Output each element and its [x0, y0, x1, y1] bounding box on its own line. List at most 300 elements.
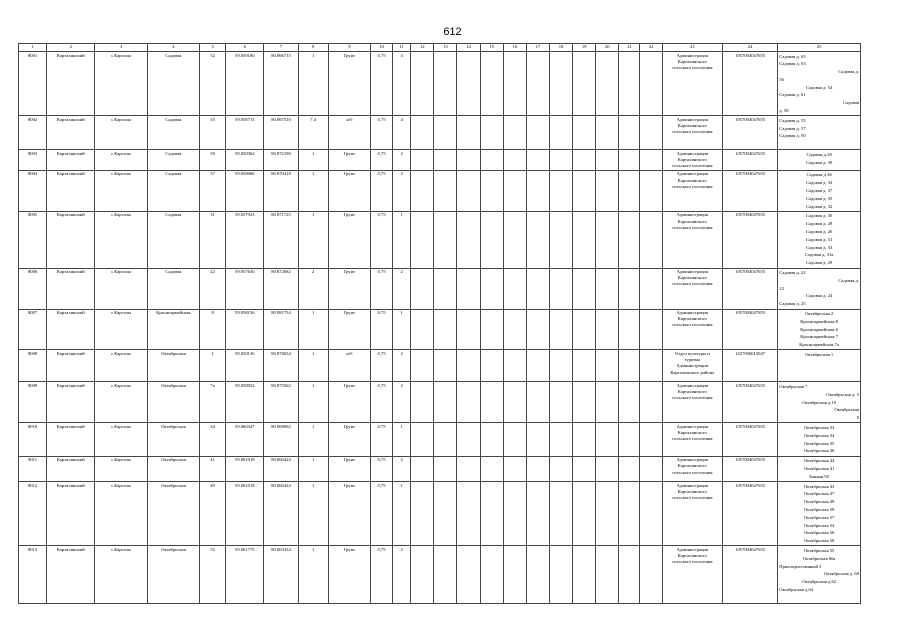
- table-cell: 1: [298, 150, 328, 171]
- address-line: Октябрьская 49: [803, 499, 835, 505]
- table-row: [19, 52, 861, 116]
- table-cell: 1: [393, 309, 411, 350]
- table-cell: 0,75: [371, 456, 393, 481]
- ogrn-cell: 1057004047655: [722, 211, 777, 268]
- ogrn-cell: 1057004047655: [722, 482, 777, 546]
- table-cell: 7а: [200, 382, 226, 423]
- address-line: Октябрьская 33: [803, 424, 835, 430]
- empty-cell: [640, 268, 662, 309]
- table-cell: 8012: [19, 482, 47, 546]
- owner-line: Карталинского: [677, 123, 707, 129]
- addresses-cell: [778, 350, 861, 382]
- empty-cell: [526, 150, 549, 171]
- empty-cell: [411, 211, 434, 268]
- empty-cell: [549, 423, 572, 456]
- table-cell: 2: [393, 268, 411, 309]
- column-header: 2: [47, 44, 95, 52]
- column-header: 24: [722, 44, 777, 52]
- owner-line: Карталинского: [677, 275, 707, 281]
- table-cell: 39: [200, 150, 226, 171]
- column-header: 11: [393, 44, 411, 52]
- empty-cell: [619, 382, 640, 423]
- table-cell: Карталинский: [47, 211, 95, 268]
- empty-cell: [411, 350, 434, 382]
- empty-cell: [640, 423, 662, 456]
- empty-cell: [480, 170, 503, 211]
- owner-line: Администрация: [676, 423, 708, 429]
- owner-line: сельского поселения: [672, 469, 713, 475]
- address-line: Садовая д. 55: [779, 117, 806, 123]
- table-cell: 80.870418: [264, 170, 298, 211]
- address-line: Садовая д. 33: [805, 244, 833, 250]
- table-cell: Карталинский: [47, 382, 95, 423]
- empty-cell: [503, 116, 526, 150]
- address-line: Октябрьская: [834, 407, 859, 413]
- owner-line: сельского поселения: [672, 559, 713, 565]
- empty-cell: [480, 52, 503, 116]
- table-cell: 0,75: [371, 546, 393, 604]
- empty-cell: [640, 170, 662, 211]
- empty-cell: [640, 52, 662, 116]
- empty-cell: [457, 350, 480, 382]
- table-cell: 1: [298, 170, 328, 211]
- empty-cell: [573, 170, 596, 211]
- owner-line: сельского поселения: [672, 281, 713, 287]
- address-line: Октябрьская 66а: [802, 555, 836, 561]
- column-header: 18: [549, 44, 572, 52]
- table-cell: 1: [298, 309, 328, 350]
- empty-cell: [619, 482, 640, 546]
- empty-cell: [411, 116, 434, 150]
- table-cell: Карталинский: [47, 423, 95, 456]
- empty-cell: [619, 546, 640, 604]
- table-cell: 80.863334: [264, 546, 298, 604]
- table-cell: 8006: [19, 268, 47, 309]
- table-cell: Октябрьская: [147, 482, 199, 546]
- table-cell: 1: [298, 456, 328, 481]
- empty-cell: [549, 382, 572, 423]
- owner-cell: [662, 170, 722, 211]
- empty-cell: [526, 382, 549, 423]
- empty-cell: [480, 211, 503, 268]
- table-cell: 59.058362: [226, 150, 264, 171]
- address-line: Садовая д.: [838, 69, 859, 75]
- addresses-cell: [778, 52, 861, 116]
- empty-cell: [411, 52, 434, 116]
- table-cell: 0,75: [371, 52, 393, 116]
- address-line: Красноармейская 6: [800, 326, 838, 332]
- table-cell: с.Карталы: [95, 268, 147, 309]
- empty-cell: [503, 52, 526, 116]
- empty-cell: [549, 350, 572, 382]
- column-header: 7: [264, 44, 298, 52]
- address-line: Красноармейская 8: [800, 318, 838, 324]
- empty-cell: [457, 456, 480, 481]
- owner-cell: [662, 546, 722, 604]
- empty-cell: [596, 150, 619, 171]
- empty-cell: [411, 150, 434, 171]
- addresses-cell: [778, 116, 861, 150]
- empty-cell: [573, 382, 596, 423]
- empty-cell: [549, 546, 572, 604]
- owner-cell: [662, 211, 722, 268]
- table-cell: Садовая: [147, 52, 199, 116]
- empty-cell: [526, 52, 549, 116]
- column-header: 1: [19, 44, 47, 52]
- table-row: [19, 382, 861, 423]
- empty-cell: [573, 52, 596, 116]
- address-line: Садовая д. 25: [779, 301, 806, 307]
- owner-line: Администрация: [676, 382, 708, 388]
- table-cell: 8009: [19, 382, 47, 423]
- owner-line: Администрации: [676, 363, 709, 369]
- address-line: Садовая д. 35: [805, 195, 833, 201]
- empty-cell: [411, 456, 434, 481]
- addresses-cell: [778, 482, 861, 546]
- table-cell: 2: [393, 350, 411, 382]
- empty-cell: [526, 546, 549, 604]
- column-header: 5: [200, 44, 226, 52]
- table-cell: 80.872190: [264, 150, 298, 171]
- empty-cell: [619, 52, 640, 116]
- column-header: 20: [596, 44, 619, 52]
- empty-cell: [596, 309, 619, 350]
- empty-cell: [411, 309, 434, 350]
- empty-cell: [549, 268, 572, 309]
- table-cell: 1: [298, 52, 328, 116]
- table-cell: 0,75: [371, 350, 393, 382]
- table-cell: 34: [200, 423, 226, 456]
- address-line: Октябрьская 58: [803, 538, 835, 544]
- table-cell: 3: [393, 52, 411, 116]
- page-number: 612: [443, 26, 462, 38]
- address-line: Красноармейская 7: [800, 334, 838, 340]
- owner-line: Администрация: [676, 150, 708, 156]
- empty-cell: [640, 546, 662, 604]
- empty-cell: [480, 423, 503, 456]
- empty-cell: [573, 456, 596, 481]
- registry-table: [18, 43, 861, 604]
- owner-line: Карталинского: [677, 488, 707, 494]
- empty-cell: [434, 116, 457, 150]
- table-cell: 52: [200, 52, 226, 116]
- address-line: Садовая: [843, 100, 859, 106]
- ogrn-cell: 1057004047655: [722, 268, 777, 309]
- table-cell: 8001: [19, 52, 47, 116]
- empty-cell: [596, 350, 619, 382]
- ogrn-cell: 1057004047655: [722, 456, 777, 481]
- address-line: Садовая д. 24: [805, 293, 833, 299]
- table-cell: Октябрьская: [147, 423, 199, 456]
- owner-cell: [662, 268, 722, 309]
- table-cell: 2: [393, 382, 411, 423]
- table-cell: 80.866424: [264, 482, 298, 546]
- table-cell: 0,75: [371, 170, 393, 211]
- table-cell: 59.058156: [226, 309, 264, 350]
- empty-cell: [457, 211, 480, 268]
- empty-cell: [596, 482, 619, 546]
- table-cell: 1: [393, 423, 411, 456]
- empty-cell: [434, 456, 457, 481]
- empty-cell: [411, 382, 434, 423]
- table-cell: Карталинский: [47, 546, 95, 604]
- registry-table-container: [18, 43, 861, 592]
- owner-line: сельского поселения: [672, 163, 713, 169]
- address-line: Садовая д. 34: [805, 180, 833, 186]
- address-line: Октябрьская 41: [803, 465, 835, 471]
- table-cell: 59.061018: [226, 456, 264, 481]
- table-cell: Садовая: [147, 170, 199, 211]
- empty-cell: [457, 52, 480, 116]
- address-line: Садовая д. 31: [805, 236, 833, 242]
- column-header: 13: [434, 44, 457, 52]
- table-cell: с.Карталы: [95, 52, 147, 116]
- table-cell: 2: [393, 456, 411, 481]
- table-cell: 59.058932: [226, 382, 264, 423]
- table-cell: 80.872682: [264, 268, 298, 309]
- owner-line: Карталинского: [677, 389, 707, 395]
- table-cell: с.Карталы: [95, 456, 147, 481]
- address-line: д. 58: [779, 108, 789, 114]
- address-line: Банная 50: [809, 473, 829, 479]
- empty-cell: [596, 116, 619, 150]
- table-cell: с.Карталы: [95, 350, 147, 382]
- table-cell: 0,75: [371, 268, 393, 309]
- owner-cell: [662, 350, 722, 382]
- empty-cell: [503, 546, 526, 604]
- address-line: Садовая д. 39: [805, 159, 833, 165]
- address-line: Октябрьская 34: [803, 432, 835, 438]
- table-row: [19, 350, 861, 382]
- empty-cell: [411, 546, 434, 604]
- address-line: Октябрьская 55: [803, 547, 835, 553]
- table-cell: 80.866424: [264, 456, 298, 481]
- owner-line: Карталинского: [677, 157, 707, 163]
- table-cell: Карталинский: [47, 150, 95, 171]
- owner-line: сельского поселения: [672, 436, 713, 442]
- table-cell: Грунт: [328, 546, 370, 604]
- owner-line: Администрация: [676, 171, 708, 177]
- owner-line: Карталинского района: [670, 369, 715, 375]
- table-row: [19, 170, 861, 211]
- ogrn-cell: 1057004047655: [722, 546, 777, 604]
- column-header: 12: [411, 44, 434, 52]
- empty-cell: [457, 116, 480, 150]
- table-cell: Карталинский: [47, 350, 95, 382]
- table-cell: 55: [200, 116, 226, 150]
- address-line: Октябрьская д. 5: [826, 391, 859, 397]
- table-cell: 2: [393, 170, 411, 211]
- empty-cell: [619, 150, 640, 171]
- table-cell: 1: [393, 482, 411, 546]
- column-header: 10: [371, 44, 393, 52]
- empty-cell: [526, 268, 549, 309]
- addresses-cell: [778, 382, 861, 423]
- empty-cell: [411, 423, 434, 456]
- ogrn-cell: 1057004047655: [722, 52, 777, 116]
- empty-cell: [480, 482, 503, 546]
- address-line: Садовая д. 28: [805, 221, 833, 227]
- empty-cell: [434, 350, 457, 382]
- empty-cell: [640, 116, 662, 150]
- empty-cell: [573, 116, 596, 150]
- empty-cell: [596, 52, 619, 116]
- table-row: [19, 309, 861, 350]
- ogrn-cell: 1027000615047: [722, 350, 777, 382]
- owner-line: сельского поселения: [672, 183, 713, 189]
- empty-cell: [526, 456, 549, 481]
- column-header: 8: [298, 44, 328, 52]
- table-cell: Красноармейская: [147, 309, 199, 350]
- table-cell: 0,75: [371, 382, 393, 423]
- empty-cell: [457, 482, 480, 546]
- empty-cell: [619, 211, 640, 268]
- owner-line: сельского поселения: [672, 64, 713, 70]
- table-cell: с.Карталы: [95, 150, 147, 171]
- table-cell: 8: [200, 309, 226, 350]
- empty-cell: [596, 546, 619, 604]
- table-cell: 0,75: [371, 211, 393, 268]
- empty-cell: [480, 150, 503, 171]
- table-cell: 49: [200, 482, 226, 546]
- table-cell: 2: [393, 150, 411, 171]
- empty-cell: [411, 482, 434, 546]
- table-row: [19, 116, 861, 150]
- empty-cell: [480, 350, 503, 382]
- empty-cell: [640, 350, 662, 382]
- column-header: 3: [95, 44, 147, 52]
- empty-cell: [549, 116, 572, 150]
- empty-cell: [503, 423, 526, 456]
- address-line: Красноармейская 7а: [799, 342, 839, 348]
- table-row: [19, 211, 861, 268]
- empty-cell: [457, 150, 480, 171]
- empty-cell: [549, 170, 572, 211]
- table-cell: Садовая: [147, 268, 199, 309]
- empty-cell: [503, 170, 526, 211]
- table-cell: 1: [298, 546, 328, 604]
- table-cell: 59.057630: [226, 268, 264, 309]
- address-line: Садовая д.: [838, 277, 859, 283]
- table-cell: 8008: [19, 350, 47, 382]
- column-header: 14: [457, 44, 480, 52]
- address-line: Садовая д. 54: [805, 84, 833, 90]
- empty-cell: [457, 268, 480, 309]
- table-cell: 59.057923: [226, 211, 264, 268]
- table-row: [19, 150, 861, 171]
- empty-cell: [573, 211, 596, 268]
- table-cell: н/б: [328, 116, 370, 150]
- table-cell: Октябрьская: [147, 350, 199, 382]
- address-line: Садовая д. 61: [779, 92, 806, 98]
- table-cell: 59.058715: [226, 116, 264, 150]
- empty-cell: [573, 309, 596, 350]
- empty-cell: [434, 170, 457, 211]
- empty-cell: [503, 309, 526, 350]
- owner-cell: [662, 116, 722, 150]
- address-line: Садовая д. 32: [805, 203, 833, 209]
- table-cell: 2: [393, 546, 411, 604]
- table-cell: 31: [200, 211, 226, 268]
- empty-cell: [573, 482, 596, 546]
- owner-line: Карталинского: [677, 177, 707, 183]
- addresses-cell: [778, 546, 861, 604]
- table-cell: 1: [393, 211, 411, 268]
- column-header: 16: [503, 44, 526, 52]
- empty-cell: [503, 382, 526, 423]
- empty-cell: [549, 456, 572, 481]
- table-cell: с.Карталы: [95, 546, 147, 604]
- empty-cell: [640, 211, 662, 268]
- address-line: Октябрьская 54: [803, 522, 835, 528]
- owner-cell: [662, 482, 722, 546]
- empty-cell: [549, 309, 572, 350]
- owner-line: сельского поселения: [672, 494, 713, 500]
- table-cell: 1: [298, 482, 328, 546]
- table-cell: 41: [200, 456, 226, 481]
- owner-line: Карталинского: [677, 553, 707, 559]
- ogrn-cell: 1057004047655: [722, 382, 777, 423]
- address-line: Октябрьская 1: [805, 351, 834, 357]
- owner-cell: [662, 309, 722, 350]
- address-line: Октябрьская д.10: [802, 399, 837, 405]
- table-cell: 55: [200, 546, 226, 604]
- table-cell: Грунт: [328, 382, 370, 423]
- empty-cell: [596, 382, 619, 423]
- empty-cell: [434, 482, 457, 546]
- empty-cell: [526, 170, 549, 211]
- header-row: [19, 44, 861, 52]
- address-line: Садовая д. 50: [779, 133, 806, 139]
- table-cell: 2: [298, 268, 328, 309]
- address-line: Садовая д. 30: [805, 213, 833, 219]
- ogrn-cell: 1057004047655: [722, 116, 777, 150]
- address-line: Октябрьская 47: [803, 491, 835, 497]
- empty-cell: [457, 423, 480, 456]
- addresses-cell: [778, 170, 861, 211]
- addresses-cell: [778, 268, 861, 309]
- table-body: [19, 52, 861, 604]
- owner-line: Карталинского: [677, 58, 707, 64]
- owner-line: Администрация: [676, 52, 708, 58]
- table-cell: 1: [298, 211, 328, 268]
- table-cell: Грунт: [328, 268, 370, 309]
- empty-cell: [434, 211, 457, 268]
- table-cell: 59.061775: [226, 546, 264, 604]
- table-cell: Грунт: [328, 52, 370, 116]
- empty-cell: [619, 350, 640, 382]
- table-cell: 0,75: [371, 116, 393, 150]
- owner-line: Администрация: [676, 116, 708, 122]
- owner-line: Администрация: [676, 212, 708, 218]
- empty-cell: [640, 382, 662, 423]
- table-row: [19, 546, 861, 604]
- empty-cell: [573, 150, 596, 171]
- column-header: 15: [480, 44, 503, 52]
- table-cell: 1: [298, 382, 328, 423]
- table-cell: Грунт: [328, 170, 370, 211]
- column-header: 6: [226, 44, 264, 52]
- empty-cell: [573, 423, 596, 456]
- empty-cell: [640, 309, 662, 350]
- owner-line: Администрация: [676, 269, 708, 274]
- address-line: Садовая д. 29: [805, 260, 833, 266]
- empty-cell: [457, 309, 480, 350]
- address-line: Садовая д. 65: [779, 53, 806, 59]
- table-cell: 80.867510: [264, 116, 298, 150]
- empty-cell: [549, 150, 572, 171]
- empty-cell: [480, 309, 503, 350]
